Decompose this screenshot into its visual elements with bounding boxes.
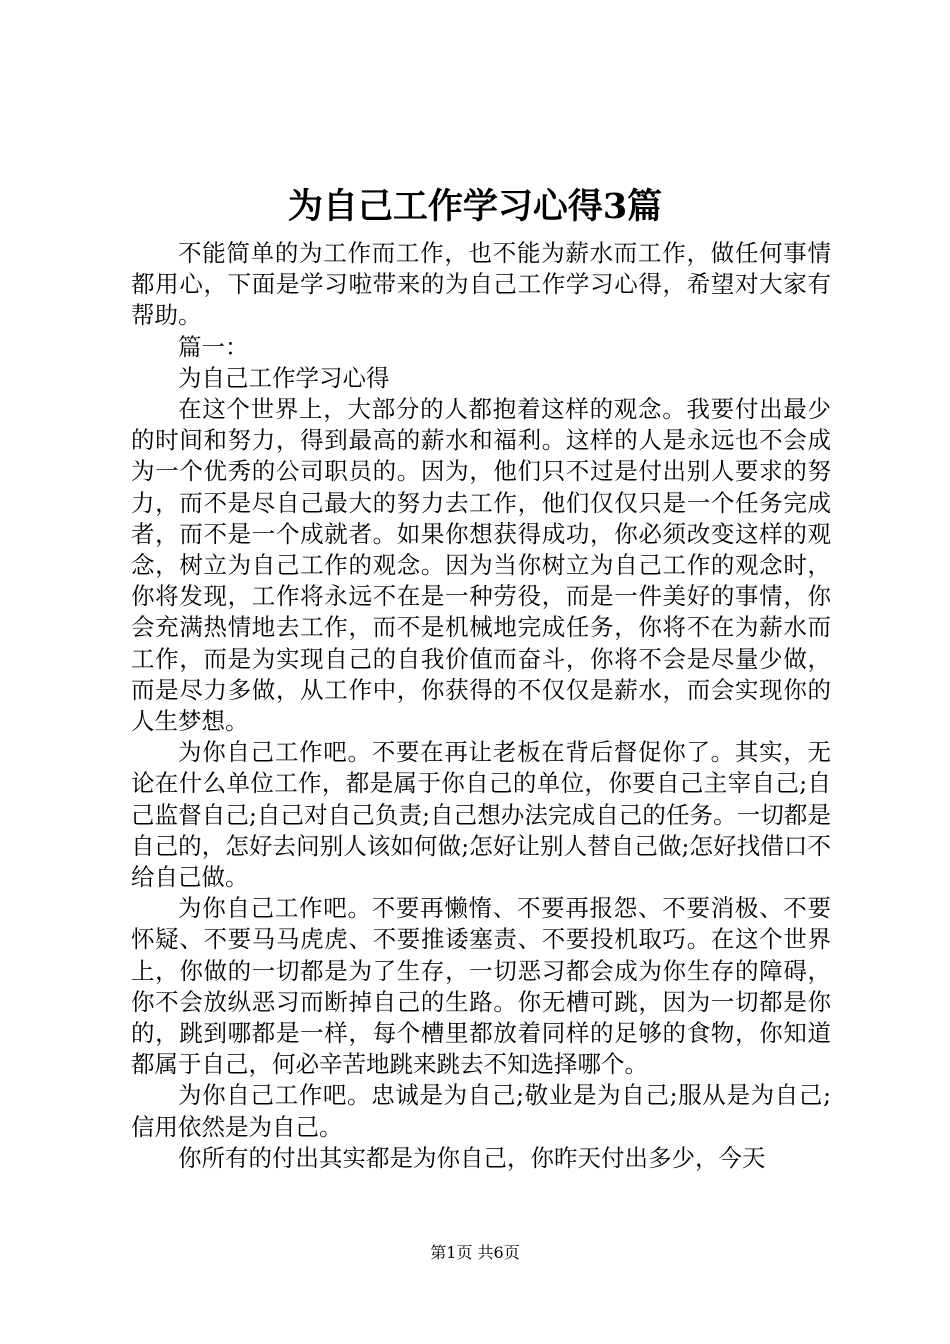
body-paragraph: 为你自己工作吧。不要再懒惰、不要再报怨、不要消极、不要怀疑、不要马马虎虎、不要推诿塞责、不要投机取巧。在这个世界上，你做的一切都是为了生存，一切恶习都会成为你生存的障碍，你不会放纵恶习而断掉自己的生路。你无槽可跳，因为一切都是你的，跳到哪都是一样，每个槽里都放着同样的足够的食物，你知道都属于自己，何必辛苦地跳来跳去不知选择哪个。 — [131, 894, 831, 1079]
section-heading: 为自己工作学习心得 — [178, 363, 390, 392]
body-paragraph: 为你自己工作吧。忠诚是为自己;敬业是为自己;服从是为自己;信用依然是为自己。 — [131, 1081, 831, 1141]
document-title: 为自己工作学习心得3篇 — [287, 186, 663, 227]
body-paragraph: 在这个世界上，大部分的人都抱着这样的观念。我要付出最少的时间和努力，得到最高的薪水和福利。这样的人是永远也不会成为一个优秀的公司职员的。因为，他们只不过是付出别人要求的努力，而不是尽自己最大的努力去工作，他们仅仅只是一个任务完成者，而不是一个成就者。如果你想获得成功，你必须改变这样的观念，树立为自己工作的观念。因为当你树立为自己工作的观念时，你将发现，工作将永远不在是一种劳役，而是一件美好的事情，你会充满热情地去工作，而不是机械地完成任务，你将不在为薪水而工作，而是为实现自己的自我价值而奋斗，你将不会是尽量少做，而是尽力多做，从工作中，你获得的不仅仅是薪水，而会实现你的人生梦想。 — [131, 395, 831, 736]
body-paragraph: 为你自己工作吧。不要在再让老板在背后督促你了。其实，无论在什么单位工作，都是属于你自己的单位，你要自己主宰自己;自己监督自己;自己对自己负责;自己想办法完成自己的任务。一切都是自己的，怎好去问别人该如何做;怎好让别人替自己做;怎好找借口不给自己做。 — [131, 738, 831, 892]
section-label: 篇一： — [178, 332, 249, 361]
intro-paragraph: 不能简单的为工作而工作，也不能为薪水而工作，做任何事情都用心，下面是学习啦带来的为自己工作学习心得，希望对大家有帮助。 — [131, 239, 831, 330]
page-footer: 第1页 共6页 — [430, 1243, 520, 1262]
document-body — [131, 238, 831, 1174]
body-paragraph: 你所有的付出其实都是为你自己，你昨天付出多少，今天 — [178, 1143, 766, 1172]
